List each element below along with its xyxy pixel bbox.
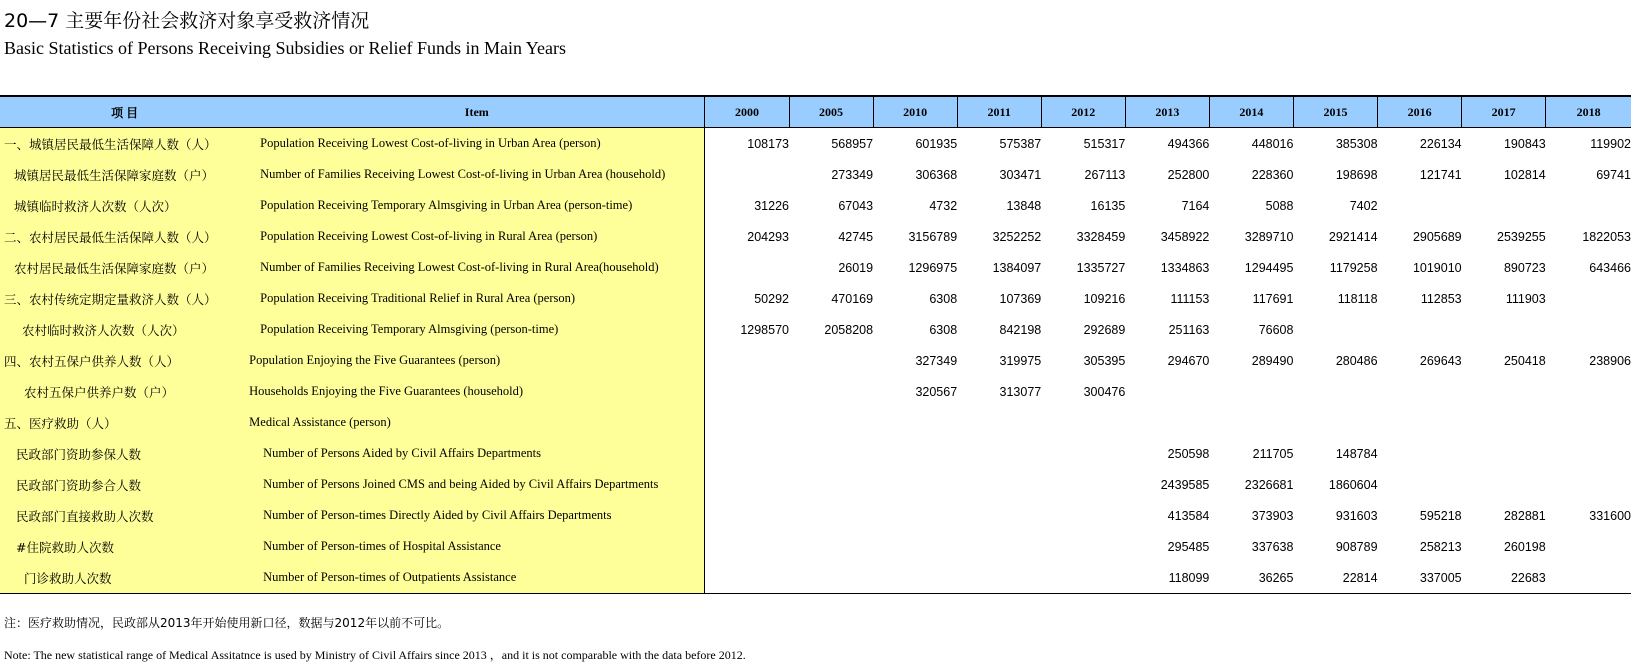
cell-value-2014: 289490 bbox=[1251, 353, 1294, 368]
table-row bbox=[0, 531, 1631, 562]
cell-value-2018 bbox=[1546, 314, 1631, 345]
row-label-chinese: 农村居民最低生活保障家庭数（户） bbox=[0, 252, 249, 283]
cell-value-2005 bbox=[789, 438, 873, 469]
cell-value-2010 bbox=[873, 531, 957, 562]
cell-value-2016 bbox=[1378, 190, 1462, 221]
cell-value-2005: 26019 bbox=[838, 260, 874, 275]
row-label-chinese: 农村五保户供养户数（户） bbox=[0, 376, 249, 407]
table-row bbox=[0, 407, 1631, 438]
cell-value-2013: 494366 bbox=[1167, 136, 1210, 151]
cell-value-2010: 6308 bbox=[929, 291, 958, 306]
header-item-english: Item bbox=[249, 96, 705, 128]
cell-value-2013: 1334863 bbox=[1160, 260, 1210, 275]
cell-value-2017: 22683 bbox=[1462, 562, 1546, 594]
row-label-english: Number of Person-times Directly Aided by Civil Affairs Departments bbox=[249, 500, 705, 531]
table-title-chinese: 20—7 主要年份社会救济对象享受救济情况 bbox=[4, 10, 370, 32]
header-year: 2011 bbox=[957, 96, 1041, 128]
cell-value-2018 bbox=[1546, 190, 1631, 221]
cell-value-2017 bbox=[1462, 314, 1546, 345]
cell-value-2013: 7164 bbox=[1181, 198, 1210, 213]
cell-value-2011: 313077 bbox=[999, 384, 1042, 399]
cell-value-2017 bbox=[1462, 469, 1546, 500]
cell-value-2015: 1860604 bbox=[1328, 477, 1378, 492]
cell-value-2015: 198698 bbox=[1335, 167, 1378, 182]
cell-value-2013 bbox=[1125, 376, 1209, 407]
cell-value-2017: 282881 bbox=[1503, 508, 1546, 523]
cell-value-2017: 102814 bbox=[1503, 167, 1546, 182]
cell-value-2010 bbox=[873, 438, 957, 469]
cell-value-2013: 413584 bbox=[1167, 508, 1210, 523]
row-label-english: Households Enjoying the Five Guarantees (household) bbox=[249, 376, 705, 407]
cell-value-2010 bbox=[873, 407, 957, 438]
cell-value-2018: 643466 bbox=[1589, 260, 1631, 275]
row-label-english: Medical Assistance (person) bbox=[249, 407, 705, 438]
cell-value-2005: 42745 bbox=[838, 229, 874, 244]
row-label-chinese: 城镇居民最低生活保障家庭数（户） bbox=[0, 159, 249, 190]
cell-value-2013: 111153 bbox=[1170, 291, 1210, 306]
cell-value-2017 bbox=[1462, 407, 1546, 438]
cell-value-2018: 331600 bbox=[1589, 508, 1631, 523]
cell-value-2014: 117691 bbox=[1252, 291, 1294, 306]
cell-value-2016 bbox=[1378, 407, 1462, 438]
table-body bbox=[0, 128, 1631, 594]
cell-value-2015: 118118 bbox=[1337, 291, 1378, 306]
row-label-chinese: 民政部门资助参合人数 bbox=[0, 469, 249, 500]
row-label-english: Population Enjoying the Five Guarantees (person) bbox=[249, 345, 705, 376]
cell-value-2011 bbox=[957, 407, 1041, 438]
header-row bbox=[0, 96, 1631, 128]
cell-value-2014: 2326681 bbox=[1244, 477, 1294, 492]
cell-value-2000 bbox=[705, 469, 789, 500]
row-label-chinese: 农村临时救济人次数（人次） bbox=[0, 314, 249, 345]
cell-value-2015: 22814 bbox=[1293, 562, 1377, 594]
cell-value-2018 bbox=[1546, 438, 1631, 469]
row-label-chinese: 五、医疗救助（人） bbox=[0, 407, 249, 438]
cell-value-2010 bbox=[873, 500, 957, 531]
cell-value-2005: 2058208 bbox=[824, 322, 874, 337]
note-chinese: 注：医疗救助情况，民政部从2013年开始使用新口径，数据与2012年以前不可比。 bbox=[4, 616, 450, 630]
cell-value-2016: 595218 bbox=[1419, 508, 1462, 523]
cell-value-2018: 69741 bbox=[1596, 167, 1631, 182]
cell-value-2005 bbox=[789, 376, 873, 407]
cell-value-2011: 575387 bbox=[999, 136, 1042, 151]
header-year: 2014 bbox=[1209, 96, 1293, 128]
cell-value-2015: 908789 bbox=[1335, 539, 1378, 554]
cell-value-2015 bbox=[1293, 376, 1377, 407]
cell-value-2018 bbox=[1546, 376, 1631, 407]
cell-value-2016: 258213 bbox=[1419, 539, 1462, 554]
cell-value-2011: 107369 bbox=[999, 291, 1042, 306]
row-label-english: Population Receiving Temporary Almsgiving in Urban Area (person-time) bbox=[249, 190, 705, 221]
cell-value-2013: 295485 bbox=[1167, 539, 1210, 554]
row-label-chinese: 三、农村传统定期定量救济人数（人） bbox=[0, 283, 249, 314]
cell-value-2014: 211705 bbox=[1252, 446, 1294, 461]
cell-value-2013: 118099 bbox=[1125, 562, 1209, 594]
header-year: 2016 bbox=[1378, 96, 1462, 128]
cell-value-2012: 305395 bbox=[1083, 353, 1126, 368]
cell-value-2005 bbox=[789, 345, 873, 376]
header-year: 2017 bbox=[1462, 96, 1546, 128]
cell-value-2017: 890723 bbox=[1503, 260, 1546, 275]
table-row bbox=[0, 221, 1631, 252]
cell-value-2015: 1179258 bbox=[1329, 260, 1378, 275]
row-label-english: Population Receiving Lowest Cost-of-living in Rural Area (person) bbox=[249, 221, 705, 252]
cell-value-2010: 3156789 bbox=[908, 229, 958, 244]
cell-value-2012 bbox=[1041, 562, 1125, 594]
cell-value-2011: 13848 bbox=[1006, 198, 1042, 213]
cell-value-2018: 1822053 bbox=[1582, 229, 1631, 244]
cell-value-2005 bbox=[789, 562, 873, 594]
table-row bbox=[0, 562, 1631, 594]
row-label-chinese: 城镇临时救济人次数（人次） bbox=[0, 190, 249, 221]
cell-value-2015: 280486 bbox=[1335, 353, 1378, 368]
cell-value-2012: 16135 bbox=[1090, 198, 1126, 213]
cell-value-2000 bbox=[705, 407, 789, 438]
cell-value-2014: 3289710 bbox=[1244, 229, 1294, 244]
row-label-english: Number of Persons Aided by Civil Affairs Departments bbox=[249, 438, 705, 469]
header-year: 2000 bbox=[705, 96, 789, 128]
cell-value-2000 bbox=[705, 531, 789, 562]
row-label-english: Number of Families Receiving Lowest Cost-of-living in Urban Area (household) bbox=[249, 159, 705, 190]
header-year: 2018 bbox=[1546, 96, 1631, 128]
statistics-table bbox=[0, 95, 1631, 594]
cell-value-2010: 4732 bbox=[929, 198, 958, 213]
row-label-english: Number of Person-times of Hospital Assistance bbox=[249, 531, 705, 562]
cell-value-2014: 76608 bbox=[1258, 322, 1294, 337]
cell-value-2016: 226134 bbox=[1419, 136, 1462, 151]
cell-value-2000: 204293 bbox=[747, 229, 789, 244]
cell-value-2016 bbox=[1378, 469, 1462, 500]
cell-value-2018 bbox=[1546, 407, 1631, 438]
cell-value-2005: 470169 bbox=[831, 291, 874, 306]
cell-value-2013: 3458922 bbox=[1160, 229, 1210, 244]
cell-value-2018: 238906 bbox=[1589, 353, 1631, 368]
cell-value-2016 bbox=[1378, 314, 1462, 345]
cell-value-2010: 6308 bbox=[929, 322, 958, 337]
cell-value-2014: 337638 bbox=[1251, 539, 1294, 554]
row-label-chinese: 民政部门资助参保人数 bbox=[0, 438, 249, 469]
header-year: 2010 bbox=[873, 96, 957, 128]
cell-value-2017: 250418 bbox=[1503, 353, 1546, 368]
row-label-chinese: 四、农村五保户供养人数（人） bbox=[0, 345, 249, 376]
table-row bbox=[0, 283, 1631, 314]
cell-value-2018: 119902 bbox=[1590, 136, 1631, 151]
row-label-chinese: 二、农村居民最低生活保障人数（人） bbox=[0, 221, 249, 252]
cell-value-2011 bbox=[957, 438, 1041, 469]
cell-value-2014: 448016 bbox=[1251, 136, 1294, 151]
cell-value-2018 bbox=[1546, 469, 1631, 500]
cell-value-2005 bbox=[789, 407, 873, 438]
cell-value-2013: 251163 bbox=[1168, 322, 1210, 337]
cell-value-2016: 121741 bbox=[1419, 167, 1462, 182]
cell-value-2010: 320567 bbox=[915, 384, 958, 399]
note-english: Note: The new statistical range of Medical Assitatnce is used by Ministry of Civil Affairs since 2013 ，and it is not comparable with the data before 2012. bbox=[4, 648, 746, 662]
cell-value-2011: 3252252 bbox=[992, 229, 1042, 244]
cell-value-2000: 31226 bbox=[754, 198, 789, 213]
row-label-chinese: 民政部门直接救助人次数 bbox=[0, 500, 249, 531]
table-row bbox=[0, 345, 1631, 376]
cell-value-2000 bbox=[705, 252, 789, 283]
cell-value-2016: 112853 bbox=[1420, 291, 1462, 306]
cell-value-2010: 1296975 bbox=[908, 260, 958, 275]
cell-value-2011 bbox=[957, 562, 1041, 594]
cell-value-2012 bbox=[1041, 500, 1125, 531]
table-row bbox=[0, 438, 1631, 469]
cell-value-2015: 148784 bbox=[1335, 446, 1378, 461]
table-row bbox=[0, 159, 1631, 190]
cell-value-2018 bbox=[1546, 283, 1631, 314]
cell-value-2017: 2539255 bbox=[1497, 229, 1546, 244]
header-year: 2013 bbox=[1125, 96, 1209, 128]
row-label-english: Population Receiving Lowest Cost-of-living in Urban Area (person) bbox=[249, 128, 705, 160]
cell-value-2000 bbox=[705, 438, 789, 469]
cell-value-2000: 1298570 bbox=[740, 322, 789, 337]
cell-value-2013: 2439585 bbox=[1160, 477, 1210, 492]
cell-value-2000: 50292 bbox=[754, 291, 789, 306]
table-row bbox=[0, 128, 1631, 160]
cell-value-2016 bbox=[1378, 376, 1462, 407]
cell-value-2017: 111903 bbox=[1505, 291, 1546, 306]
row-label-english: Number of Families Receiving Lowest Cost-of-living in Rural Area(household) bbox=[249, 252, 705, 283]
cell-value-2013: 250598 bbox=[1167, 446, 1210, 461]
cell-value-2016: 2905689 bbox=[1412, 229, 1462, 244]
cell-value-2012 bbox=[1041, 438, 1125, 469]
cell-value-2000 bbox=[705, 500, 789, 531]
cell-value-2000 bbox=[705, 345, 789, 376]
header-year: 2015 bbox=[1293, 96, 1377, 128]
cell-value-2010: 601935 bbox=[915, 136, 958, 151]
row-label-chinese: #住院救助人次数 bbox=[0, 531, 249, 562]
cell-value-2012 bbox=[1041, 469, 1125, 500]
cell-value-2017 bbox=[1462, 190, 1546, 221]
cell-value-2015: 385308 bbox=[1335, 136, 1378, 151]
cell-value-2013 bbox=[1125, 407, 1209, 438]
cell-value-2014 bbox=[1209, 376, 1293, 407]
header-year: 2005 bbox=[789, 96, 873, 128]
cell-value-2000 bbox=[705, 562, 789, 594]
cell-value-2012: 3328459 bbox=[1076, 229, 1126, 244]
cell-value-2017: 260198 bbox=[1503, 539, 1546, 554]
cell-value-2012: 292689 bbox=[1083, 322, 1126, 337]
cell-value-2017: 190843 bbox=[1503, 136, 1546, 151]
cell-value-2011: 303471 bbox=[999, 167, 1042, 182]
cell-value-2014: 5088 bbox=[1265, 198, 1294, 213]
cell-value-2011 bbox=[957, 469, 1041, 500]
cell-value-2010: 327349 bbox=[915, 353, 958, 368]
cell-value-2012: 109216 bbox=[1083, 291, 1126, 306]
cell-value-2005 bbox=[789, 500, 873, 531]
table-row bbox=[0, 469, 1631, 500]
cell-value-2012: 300476 bbox=[1083, 384, 1126, 399]
cell-value-2010 bbox=[873, 469, 957, 500]
cell-value-2014: 1294495 bbox=[1244, 260, 1294, 275]
cell-value-2011 bbox=[957, 500, 1041, 531]
cell-value-2015 bbox=[1293, 314, 1377, 345]
cell-value-2018 bbox=[1546, 531, 1631, 562]
row-label-chinese: 一、城镇居民最低生活保障人数（人） bbox=[0, 128, 249, 160]
cell-value-2012: 267113 bbox=[1084, 167, 1126, 182]
cell-value-2016: 337005 bbox=[1378, 562, 1462, 594]
table-title-english: Basic Statistics of Persons Receiving Subsidies or Relief Funds in Main Years bbox=[4, 38, 566, 58]
cell-value-2017 bbox=[1462, 438, 1546, 469]
row-label-english: Population Receiving Temporary Almsgiving (person-time) bbox=[249, 314, 705, 345]
cell-value-2012 bbox=[1041, 407, 1125, 438]
table-row bbox=[0, 190, 1631, 221]
cell-value-2012 bbox=[1041, 531, 1125, 562]
cell-value-2014: 373903 bbox=[1251, 508, 1294, 523]
cell-value-2005: 568957 bbox=[831, 136, 874, 151]
cell-value-2012: 515317 bbox=[1083, 136, 1126, 151]
row-label-english: Number of Persons Joined CMS and being Aided by Civil Affairs Departments bbox=[249, 469, 705, 500]
cell-value-2012: 1335727 bbox=[1076, 260, 1126, 275]
cell-value-2014: 36265 bbox=[1209, 562, 1293, 594]
cell-value-2014: 228360 bbox=[1251, 167, 1294, 182]
table-row bbox=[0, 500, 1631, 531]
cell-value-2005 bbox=[789, 469, 873, 500]
cell-value-2014 bbox=[1209, 407, 1293, 438]
cell-value-2015: 2921414 bbox=[1328, 229, 1378, 244]
cell-value-2010: 306368 bbox=[915, 167, 958, 182]
cell-value-2011 bbox=[957, 531, 1041, 562]
cell-value-2011: 842198 bbox=[999, 322, 1042, 337]
cell-value-2010 bbox=[873, 562, 957, 594]
cell-value-2016 bbox=[1378, 438, 1462, 469]
cell-value-2011: 319975 bbox=[999, 353, 1042, 368]
cell-value-2018 bbox=[1546, 562, 1631, 594]
header-item-chinese: 项 目 bbox=[0, 96, 249, 128]
cell-value-2005: 273349 bbox=[831, 167, 874, 182]
cell-value-2005: 67043 bbox=[838, 198, 874, 213]
cell-value-2016: 269643 bbox=[1419, 353, 1462, 368]
cell-value-2015: 931603 bbox=[1335, 508, 1378, 523]
cell-value-2000 bbox=[705, 159, 789, 190]
cell-value-2016: 1019010 bbox=[1412, 260, 1462, 275]
cell-value-2015 bbox=[1293, 407, 1377, 438]
cell-value-2013: 294670 bbox=[1167, 353, 1210, 368]
row-label-chinese: 门诊救助人次数 bbox=[0, 562, 249, 594]
header-year: 2012 bbox=[1041, 96, 1125, 128]
cell-value-2000: 108173 bbox=[747, 136, 789, 151]
row-label-english: Population Receiving Traditional Relief in Rural Area (person) bbox=[249, 283, 705, 314]
cell-value-2015: 7402 bbox=[1349, 198, 1378, 213]
table-row bbox=[0, 314, 1631, 345]
cell-value-2005 bbox=[789, 531, 873, 562]
table-row bbox=[0, 252, 1631, 283]
cell-value-2017 bbox=[1462, 376, 1546, 407]
cell-value-2011: 1384097 bbox=[992, 260, 1042, 275]
row-label-english: Number of Person-times of Outpatients Assistance bbox=[249, 562, 705, 594]
cell-value-2013: 252800 bbox=[1167, 167, 1210, 182]
table-row bbox=[0, 376, 1631, 407]
cell-value-2000 bbox=[705, 376, 789, 407]
